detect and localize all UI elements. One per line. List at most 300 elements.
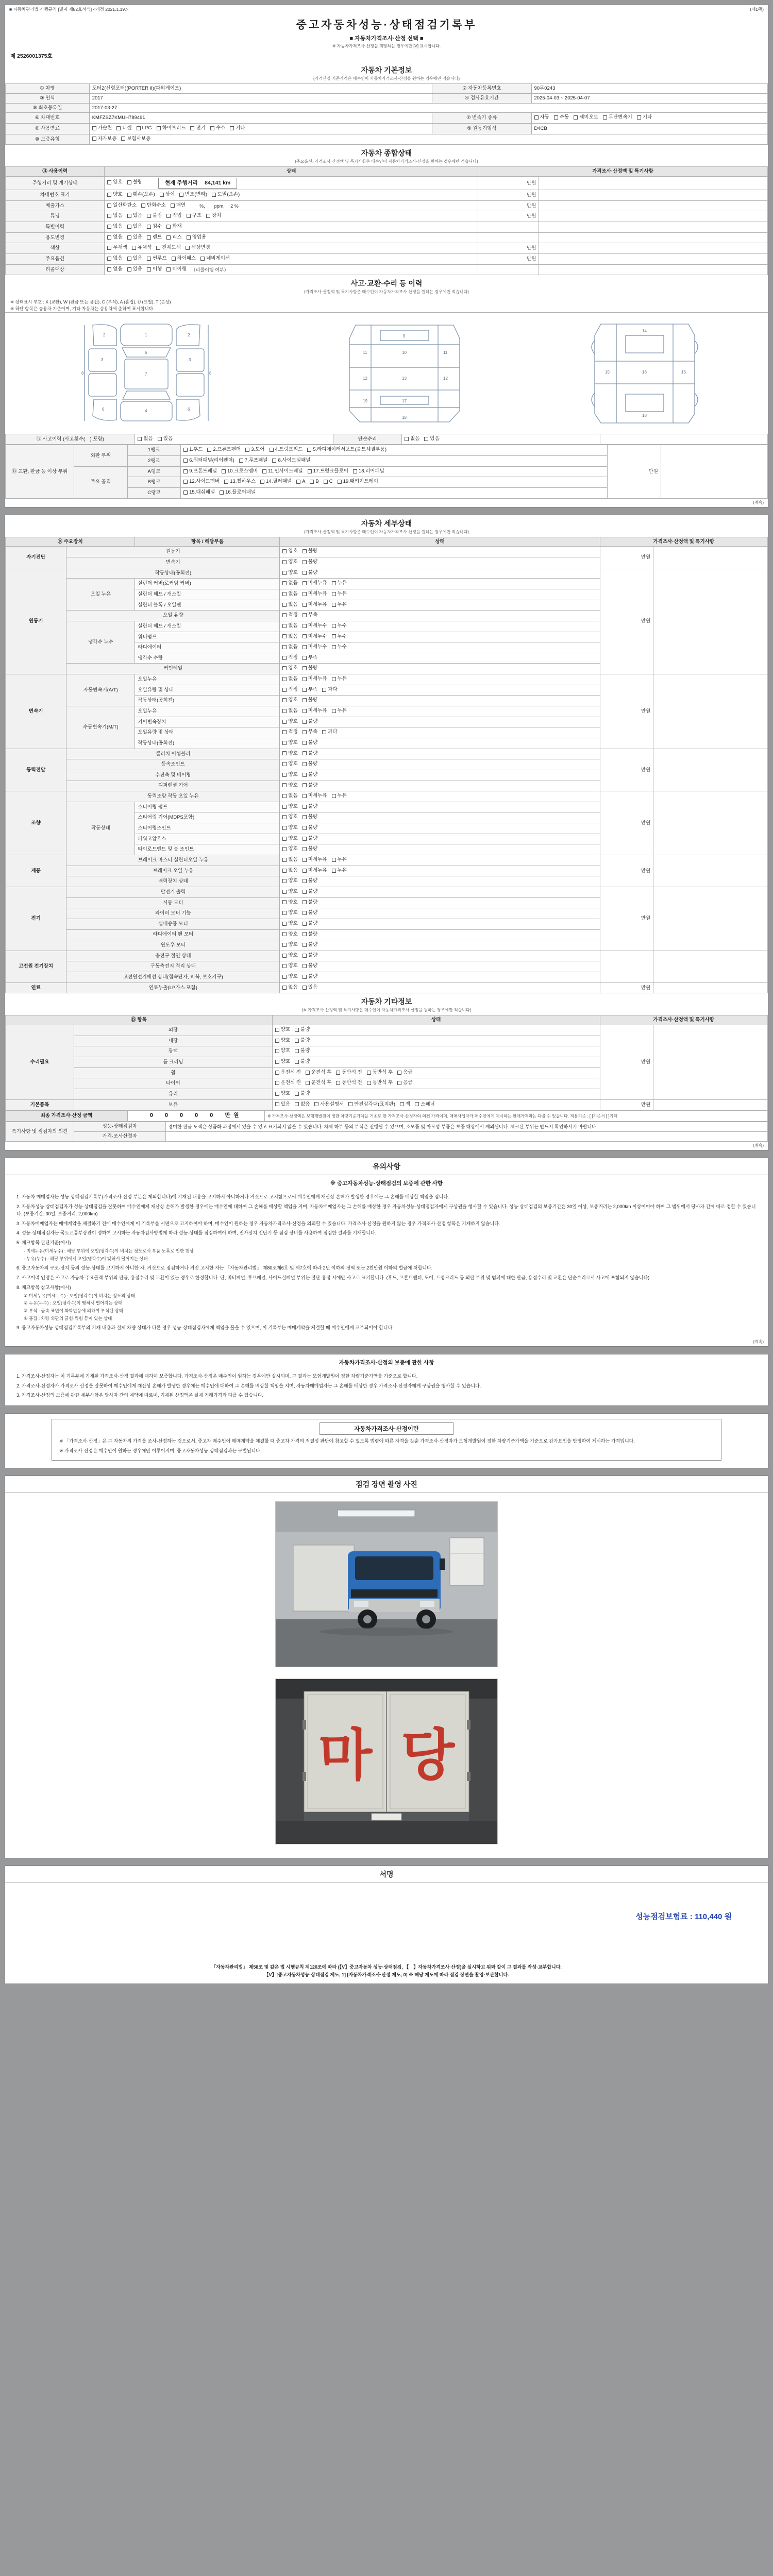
checkbox-icon[interactable]	[282, 571, 287, 575]
checkbox-option[interactable]	[282, 728, 297, 736]
checkbox-icon[interactable]	[92, 126, 96, 130]
checkbox-option[interactable]	[295, 1037, 310, 1044]
checkbox-icon[interactable]	[147, 267, 151, 272]
checkbox-icon[interactable]	[282, 911, 287, 915]
checkbox-option[interactable]	[275, 1047, 290, 1055]
checkbox-option[interactable]	[183, 446, 203, 453]
checkbox-icon[interactable]	[303, 783, 307, 787]
checkbox-option[interactable]	[303, 845, 317, 853]
checkbox-option[interactable]	[282, 718, 297, 725]
checkbox-option[interactable]	[282, 665, 297, 672]
checkbox-option[interactable]	[295, 1101, 310, 1108]
checkbox-option[interactable]	[107, 255, 122, 262]
checkbox-option[interactable]	[282, 792, 297, 800]
checkbox-icon[interactable]	[282, 656, 287, 660]
checkbox-option[interactable]	[107, 244, 127, 251]
checkbox-icon[interactable]	[397, 1081, 401, 1085]
checkbox-option[interactable]	[156, 244, 181, 251]
checkbox-icon[interactable]	[314, 1102, 318, 1106]
checkbox-option[interactable]	[166, 234, 181, 241]
checkbox-icon[interactable]	[295, 1092, 299, 1096]
checkbox-icon[interactable]	[132, 246, 136, 250]
checkbox-icon[interactable]	[574, 115, 578, 120]
checkbox-option[interactable]	[282, 782, 297, 789]
checkbox-icon[interactable]	[554, 115, 558, 120]
checkbox-icon[interactable]	[107, 193, 111, 197]
checkbox-option[interactable]	[183, 457, 234, 464]
checkbox-option[interactable]	[107, 212, 122, 219]
checkbox-icon[interactable]	[338, 480, 342, 484]
signature-area[interactable]	[5, 1883, 768, 1960]
checkbox-icon[interactable]	[282, 794, 287, 798]
checkbox-option[interactable]	[303, 792, 327, 800]
checkbox-option[interactable]	[424, 435, 439, 443]
checkbox-option[interactable]	[282, 569, 297, 577]
checkbox-option[interactable]	[400, 1101, 410, 1108]
checkbox-icon[interactable]	[282, 826, 287, 830]
checkbox-icon[interactable]	[303, 720, 307, 724]
checkbox-option[interactable]	[186, 244, 210, 251]
checkbox-icon[interactable]	[275, 1081, 279, 1085]
checkbox-option[interactable]	[272, 457, 310, 464]
checkbox-option[interactable]	[336, 1069, 362, 1076]
checkbox-icon[interactable]	[282, 890, 287, 894]
checkbox-option[interactable]	[275, 1069, 301, 1076]
checkbox-icon[interactable]	[127, 235, 131, 240]
checkbox-option[interactable]	[303, 654, 317, 662]
checkbox-option[interactable]	[116, 125, 131, 132]
checkbox-icon[interactable]	[116, 126, 121, 130]
checkbox-icon[interactable]	[332, 645, 336, 649]
checkbox-option[interactable]	[367, 1079, 393, 1087]
checkbox-option[interactable]	[303, 739, 317, 747]
checkbox-icon[interactable]	[222, 469, 226, 473]
checkbox-icon[interactable]	[303, 549, 307, 553]
checkbox-icon[interactable]	[295, 1102, 299, 1106]
checkbox-icon[interactable]	[282, 879, 287, 883]
checkbox-icon[interactable]	[260, 480, 264, 484]
checkbox-option[interactable]	[107, 202, 137, 209]
checkbox-option[interactable]	[282, 920, 297, 927]
checkbox-option[interactable]	[303, 952, 317, 959]
checkbox-icon[interactable]	[282, 613, 287, 617]
checkbox-icon[interactable]	[282, 720, 287, 724]
checkbox-icon[interactable]	[367, 1081, 371, 1085]
checkbox-option[interactable]	[303, 697, 317, 704]
checkbox-option[interactable]	[295, 1058, 310, 1065]
checkbox-option[interactable]	[295, 1047, 310, 1055]
checkbox-option[interactable]	[282, 803, 297, 810]
checkbox-icon[interactable]	[303, 773, 307, 777]
checkbox-option[interactable]	[282, 697, 297, 704]
checkbox-option[interactable]	[534, 114, 549, 121]
checkbox-option[interactable]	[282, 633, 297, 640]
checkbox-icon[interactable]	[239, 459, 243, 463]
checkbox-icon[interactable]	[179, 193, 183, 197]
checkbox-option[interactable]	[282, 984, 297, 991]
checkbox-option[interactable]	[303, 675, 327, 683]
checkbox-option[interactable]	[157, 125, 186, 132]
checkbox-icon[interactable]	[296, 480, 300, 484]
checkbox-option[interactable]	[282, 845, 297, 853]
checkbox-option[interactable]	[166, 212, 181, 219]
checkbox-icon[interactable]	[603, 115, 607, 120]
checkbox-icon[interactable]	[141, 204, 145, 208]
checkbox-icon[interactable]	[127, 193, 131, 197]
checkbox-icon[interactable]	[332, 869, 336, 873]
checkbox-icon[interactable]	[303, 666, 307, 670]
checkbox-option[interactable]	[138, 435, 153, 443]
checkbox-option[interactable]	[275, 1101, 290, 1108]
checkbox-icon[interactable]	[303, 932, 307, 936]
checkbox-option[interactable]	[147, 223, 162, 230]
checkbox-option[interactable]	[107, 179, 122, 186]
checkbox-option[interactable]	[282, 867, 297, 874]
checkbox-option[interactable]	[200, 255, 230, 262]
checkbox-icon[interactable]	[332, 581, 336, 585]
checkbox-icon[interactable]	[534, 115, 539, 120]
checkbox-option[interactable]	[303, 867, 327, 874]
checkbox-icon[interactable]	[282, 762, 287, 766]
checkbox-option[interactable]	[303, 899, 317, 906]
checkbox-icon[interactable]	[220, 490, 224, 495]
checkbox-icon[interactable]	[303, 879, 307, 883]
checkbox-option[interactable]	[303, 728, 317, 736]
checkbox-icon[interactable]	[282, 847, 287, 851]
checkbox-icon[interactable]	[275, 1071, 279, 1075]
checkbox-option[interactable]	[306, 1079, 331, 1087]
checkbox-icon[interactable]	[400, 1102, 404, 1106]
checkbox-icon[interactable]	[332, 624, 336, 628]
checkbox-option[interactable]	[282, 856, 297, 863]
checkbox-icon[interactable]	[166, 267, 171, 272]
checkbox-icon[interactable]	[308, 469, 312, 473]
checkbox-option[interactable]	[338, 478, 378, 485]
checkbox-option[interactable]	[121, 135, 150, 143]
checkbox-icon[interactable]	[275, 1028, 279, 1032]
checkbox-option[interactable]	[210, 125, 225, 132]
checkbox-option[interactable]	[303, 962, 317, 970]
checkbox-icon[interactable]	[303, 645, 307, 649]
checkbox-option[interactable]	[282, 931, 297, 938]
checkbox-option[interactable]	[132, 244, 152, 251]
checkbox-icon[interactable]	[245, 448, 249, 452]
checkbox-option[interactable]	[282, 675, 297, 683]
checkbox-option[interactable]	[307, 446, 386, 453]
checkbox-option[interactable]	[92, 125, 112, 132]
checkbox-option[interactable]	[282, 952, 297, 959]
checkbox-icon[interactable]	[107, 225, 111, 229]
checkbox-option[interactable]	[303, 941, 317, 948]
checkbox-icon[interactable]	[147, 235, 151, 240]
checkbox-icon[interactable]	[282, 634, 287, 638]
checkbox-option[interactable]	[282, 771, 297, 778]
checkbox-icon[interactable]	[282, 741, 287, 745]
checkbox-option[interactable]	[107, 266, 122, 273]
checkbox-icon[interactable]	[415, 1102, 419, 1106]
checkbox-icon[interactable]	[183, 469, 188, 473]
checkbox-option[interactable]	[282, 580, 297, 587]
checkbox-icon[interactable]	[127, 214, 131, 218]
checkbox-icon[interactable]	[171, 204, 175, 208]
checkbox-icon[interactable]	[303, 741, 307, 745]
checkbox-option[interactable]	[332, 707, 347, 715]
checkbox-icon[interactable]	[127, 180, 131, 184]
checkbox-option[interactable]	[303, 920, 317, 927]
checkbox-option[interactable]	[303, 856, 327, 863]
checkbox-option[interactable]	[303, 760, 317, 768]
checkbox-option[interactable]	[127, 179, 142, 186]
checkbox-option[interactable]	[303, 686, 317, 693]
checkbox-option[interactable]	[303, 601, 327, 608]
checkbox-option[interactable]	[332, 590, 347, 598]
checkbox-icon[interactable]	[275, 1039, 279, 1043]
checkbox-option[interactable]	[332, 792, 347, 800]
checkbox-option[interactable]	[303, 814, 317, 821]
checkbox-icon[interactable]	[230, 126, 234, 130]
checkbox-option[interactable]	[367, 1069, 393, 1076]
checkbox-option[interactable]	[220, 489, 256, 496]
checkbox-option[interactable]	[183, 478, 220, 485]
checkbox-icon[interactable]	[166, 214, 171, 218]
checkbox-icon[interactable]	[282, 592, 287, 596]
checkbox-option[interactable]	[554, 114, 569, 121]
checkbox-icon[interactable]	[158, 437, 162, 441]
checkbox-option[interactable]	[303, 569, 317, 577]
checkbox-option[interactable]	[332, 633, 347, 640]
checkbox-option[interactable]	[303, 665, 317, 672]
checkbox-option[interactable]	[166, 266, 187, 273]
checkbox-icon[interactable]	[303, 911, 307, 915]
checkbox-icon[interactable]	[282, 900, 287, 904]
checkbox-option[interactable]	[206, 212, 221, 219]
checkbox-option[interactable]	[282, 686, 297, 693]
checkbox-icon[interactable]	[207, 448, 211, 452]
checkbox-icon[interactable]	[275, 1060, 279, 1064]
checkbox-option[interactable]	[282, 707, 297, 715]
checkbox-option[interactable]	[397, 1079, 412, 1087]
checkbox-icon[interactable]	[637, 115, 641, 120]
checkbox-option[interactable]	[282, 612, 297, 619]
checkbox-option[interactable]	[303, 750, 317, 757]
checkbox-option[interactable]	[282, 899, 297, 906]
checkbox-option[interactable]	[303, 835, 317, 842]
checkbox-icon[interactable]	[303, 975, 307, 979]
checkbox-option[interactable]	[308, 468, 348, 475]
checkbox-option[interactable]	[207, 446, 241, 453]
checkbox-icon[interactable]	[303, 688, 307, 692]
checkbox-option[interactable]	[239, 457, 268, 464]
checkbox-icon[interactable]	[282, 709, 287, 713]
checkbox-option[interactable]	[415, 1101, 435, 1108]
checkbox-icon[interactable]	[160, 193, 164, 197]
checkbox-option[interactable]	[282, 941, 297, 948]
checkbox-option[interactable]	[147, 212, 162, 219]
checkbox-icon[interactable]	[282, 698, 287, 702]
checkbox-option[interactable]	[190, 125, 205, 132]
checkbox-option[interactable]	[637, 114, 652, 121]
checkbox-option[interactable]	[222, 468, 258, 475]
checkbox-option[interactable]	[147, 234, 162, 241]
checkbox-option[interactable]	[166, 223, 181, 230]
checkbox-option[interactable]	[107, 234, 122, 241]
checkbox-option[interactable]	[295, 1090, 310, 1097]
checkbox-icon[interactable]	[282, 932, 287, 936]
checkbox-option[interactable]	[107, 223, 122, 230]
checkbox-option[interactable]	[310, 478, 318, 485]
checkbox-icon[interactable]	[282, 560, 287, 564]
checkbox-option[interactable]	[127, 191, 155, 198]
checkbox-icon[interactable]	[303, 624, 307, 628]
checkbox-option[interactable]	[127, 266, 142, 273]
checkbox-icon[interactable]	[190, 126, 194, 130]
checkbox-option[interactable]	[275, 1079, 301, 1087]
checkbox-icon[interactable]	[282, 922, 287, 926]
checkbox-icon[interactable]	[282, 815, 287, 819]
checkbox-icon[interactable]	[210, 126, 214, 130]
checkbox-icon[interactable]	[147, 257, 151, 261]
checkbox-icon[interactable]	[282, 730, 287, 734]
checkbox-icon[interactable]	[332, 677, 336, 681]
checkbox-option[interactable]	[230, 125, 245, 132]
checkbox-option[interactable]	[282, 643, 297, 651]
checkbox-icon[interactable]	[303, 698, 307, 702]
checkbox-option[interactable]	[332, 643, 347, 651]
checkbox-icon[interactable]	[397, 1071, 401, 1075]
checkbox-icon[interactable]	[282, 869, 287, 873]
checkbox-icon[interactable]	[107, 246, 111, 250]
checkbox-option[interactable]	[603, 114, 632, 121]
checkbox-icon[interactable]	[282, 837, 287, 841]
checkbox-icon[interactable]	[282, 603, 287, 607]
checkbox-icon[interactable]	[303, 964, 307, 968]
checkbox-option[interactable]	[303, 909, 317, 917]
checkbox-icon[interactable]	[107, 267, 111, 272]
checkbox-option[interactable]	[303, 548, 317, 555]
checkbox-icon[interactable]	[107, 214, 111, 218]
checkbox-option[interactable]	[270, 446, 303, 453]
checkbox-icon[interactable]	[303, 890, 307, 894]
checkbox-option[interactable]	[282, 888, 297, 895]
checkbox-icon[interactable]	[424, 437, 428, 441]
checkbox-icon[interactable]	[275, 1092, 279, 1096]
checkbox-icon[interactable]	[303, 869, 307, 873]
checkbox-option[interactable]	[282, 739, 297, 747]
checkbox-icon[interactable]	[282, 986, 287, 990]
checkbox-option[interactable]	[336, 1079, 362, 1087]
checkbox-icon[interactable]	[157, 126, 161, 130]
checkbox-icon[interactable]	[127, 257, 131, 261]
checkbox-option[interactable]	[332, 867, 347, 874]
checkbox-option[interactable]	[282, 909, 297, 917]
checkbox-option[interactable]	[275, 1058, 290, 1065]
checkbox-icon[interactable]	[303, 858, 307, 862]
checkbox-option[interactable]	[127, 255, 142, 262]
checkbox-option[interactable]	[282, 877, 297, 885]
checkbox-option[interactable]	[158, 435, 173, 443]
checkbox-icon[interactable]	[303, 581, 307, 585]
checkbox-icon[interactable]	[303, 709, 307, 713]
checkbox-icon[interactable]	[303, 826, 307, 830]
checkbox-option[interactable]	[324, 478, 333, 485]
checkbox-icon[interactable]	[303, 762, 307, 766]
checkbox-icon[interactable]	[306, 1071, 310, 1075]
checkbox-icon[interactable]	[405, 437, 409, 441]
checkbox-option[interactable]	[183, 468, 217, 475]
checkbox-icon[interactable]	[303, 943, 307, 947]
checkbox-icon[interactable]	[282, 943, 287, 947]
checkbox-icon[interactable]	[336, 1071, 340, 1075]
checkbox-option[interactable]	[212, 191, 240, 198]
checkbox-option[interactable]	[171, 202, 186, 209]
checkbox-option[interactable]	[260, 478, 292, 485]
checkbox-option[interactable]	[303, 824, 317, 832]
checkbox-option[interactable]	[303, 643, 327, 651]
checkbox-icon[interactable]	[156, 246, 160, 250]
checkbox-icon[interactable]	[200, 257, 205, 261]
checkbox-icon[interactable]	[303, 900, 307, 904]
checkbox-icon[interactable]	[137, 126, 141, 130]
checkbox-icon[interactable]	[367, 1071, 371, 1075]
checkbox-icon[interactable]	[306, 1081, 310, 1085]
checkbox-icon[interactable]	[303, 634, 307, 638]
checkbox-option[interactable]	[282, 835, 297, 842]
checkbox-icon[interactable]	[322, 688, 326, 692]
checkbox-option[interactable]	[303, 888, 317, 895]
checkbox-option[interactable]	[160, 191, 175, 198]
checkbox-icon[interactable]	[282, 964, 287, 968]
checkbox-icon[interactable]	[353, 469, 357, 473]
checkbox-icon[interactable]	[303, 954, 307, 958]
checkbox-icon[interactable]	[332, 634, 336, 638]
checkbox-icon[interactable]	[303, 805, 307, 809]
checkbox-option[interactable]	[574, 114, 598, 121]
checkbox-option[interactable]	[172, 255, 196, 262]
checkbox-option[interactable]	[303, 877, 317, 885]
checkbox-option[interactable]	[303, 622, 327, 630]
checkbox-option[interactable]	[282, 973, 297, 980]
checkbox-icon[interactable]	[303, 656, 307, 660]
checkbox-option[interactable]	[262, 468, 303, 475]
checkbox-icon[interactable]	[282, 783, 287, 787]
checkbox-icon[interactable]	[282, 975, 287, 979]
checkbox-option[interactable]	[405, 435, 419, 443]
checkbox-option[interactable]	[332, 580, 347, 587]
checkbox-option[interactable]	[92, 135, 117, 143]
checkbox-icon[interactable]	[183, 490, 188, 495]
checkbox-option[interactable]	[295, 1026, 310, 1033]
checkbox-icon[interactable]	[127, 267, 131, 272]
checkbox-option[interactable]	[282, 654, 297, 662]
checkbox-option[interactable]	[322, 728, 337, 736]
checkbox-option[interactable]	[332, 622, 347, 630]
checkbox-icon[interactable]	[307, 448, 311, 452]
checkbox-option[interactable]	[282, 750, 297, 757]
checkbox-option[interactable]	[303, 590, 327, 598]
checkbox-option[interactable]	[245, 446, 264, 453]
checkbox-icon[interactable]	[332, 603, 336, 607]
checkbox-option[interactable]	[314, 1101, 344, 1108]
checkbox-option[interactable]	[187, 212, 201, 219]
checkbox-icon[interactable]	[303, 613, 307, 617]
checkbox-icon[interactable]	[187, 214, 191, 218]
checkbox-icon[interactable]	[138, 437, 142, 441]
checkbox-option[interactable]	[332, 601, 347, 608]
checkbox-option[interactable]	[303, 984, 317, 991]
checkbox-icon[interactable]	[272, 459, 276, 463]
checkbox-option[interactable]	[282, 548, 297, 555]
checkbox-option[interactable]	[179, 191, 207, 198]
